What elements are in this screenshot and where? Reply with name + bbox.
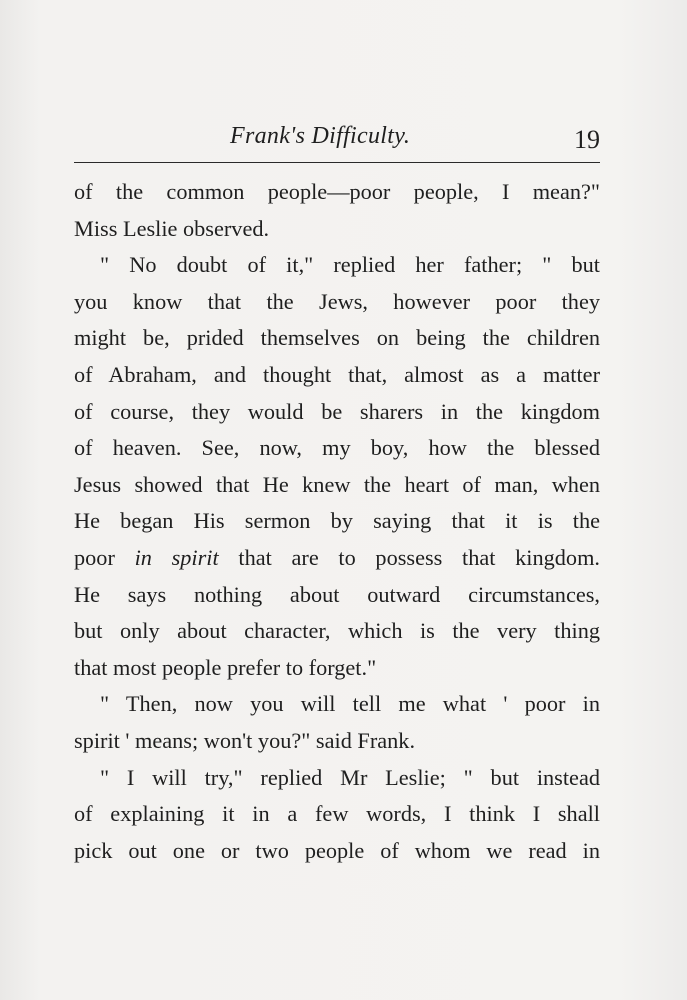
text-line-10: He began His sermon by saying that it is the <box>74 508 600 534</box>
text-line-15: " Then, now you will tell me what ' poor in <box>100 691 600 717</box>
running-title: Frank's Difficulty. <box>230 123 411 149</box>
text-line-8: of heaven. See, now, my boy, how the blessed <box>74 435 600 461</box>
text-line-4: you know that the Jews, however poor they <box>74 288 600 314</box>
text-line-9: Jesus showed that He knew the heart of man, when <box>74 471 600 497</box>
page-number: 19 <box>574 125 600 154</box>
page-header <box>74 123 600 159</box>
body-text <box>74 174 600 869</box>
header-rule <box>74 162 600 163</box>
text-line-17: " I will try," replied Mr Leslie; " but instead <box>100 764 600 790</box>
text-line-3: " No doubt of it," replied her father; " but <box>100 252 600 278</box>
emphasis-in-spirit: in spirit <box>134 544 219 570</box>
text-line-19: pick out one or two people of whom we read in <box>74 837 600 863</box>
text-line-7: of course, they would be sharers in the kingdom <box>74 398 600 424</box>
text-line-14: that most people prefer to forget." <box>74 654 377 680</box>
text-line-1: of the common people—poor people, I mean?" <box>74 179 600 204</box>
text-line-11 <box>74 540 600 577</box>
text-line-12: He says nothing about outward circumstances, <box>74 581 600 607</box>
text-line-11-after: that are to possess that kingdom. <box>218 544 600 570</box>
text-line-5: might be, prided themselves on being the children <box>74 325 600 351</box>
text-line-11-before: poor <box>74 544 135 570</box>
text-line-18: of explaining it in a few words, I think I shall <box>74 801 600 827</box>
text-line-13: but only about character, which is the very thing <box>74 618 600 644</box>
text-line-16: spirit ' means; won't you?" said Frank. <box>74 727 416 753</box>
text-line-2: Miss Leslie observed. <box>74 215 270 241</box>
text-line-6: of Abraham, and thought that, almost as a matter <box>74 361 600 387</box>
